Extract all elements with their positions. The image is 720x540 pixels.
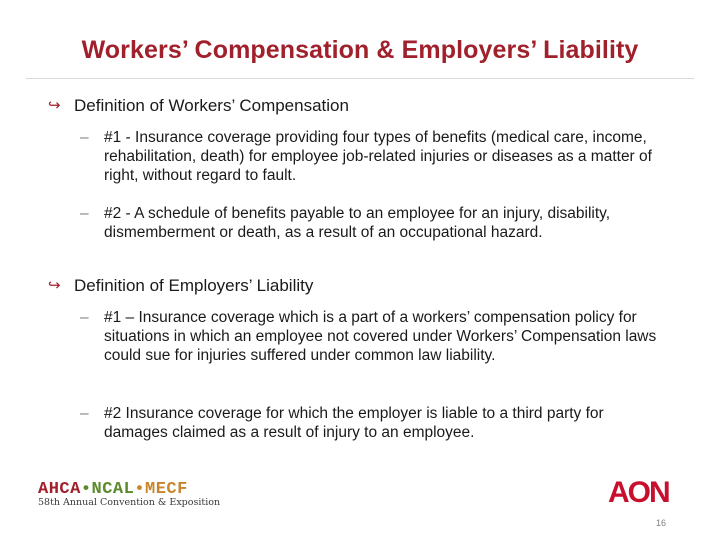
- bullet-arrow-icon: ↪: [48, 97, 61, 114]
- sub-item-text: #2 Insurance coverage for which the employer is liable to a third party for damages claimed as a result of injury to an employee.: [104, 405, 604, 441]
- dash-icon: –: [80, 405, 89, 422]
- sub-item-text: #1 - Insurance coverage providing four types of benefits (medical care, income, rehabilitation, death) for employee job-related injuries or diseases as a matter of right, without regard to fault.: [104, 129, 652, 184]
- aon-logo: [608, 474, 682, 508]
- dash-icon: –: [80, 309, 89, 326]
- logo-ncal: NCAL: [91, 480, 135, 499]
- bullet-arrow-icon: ↪: [48, 277, 61, 294]
- ahca-ncal-mecf-logo: [38, 480, 238, 510]
- slide-title: Workers’ Compensation & Employers’ Liability: [81, 36, 639, 64]
- page-number: 16: [656, 518, 667, 528]
- aon-logo-mark: [608, 474, 682, 508]
- logo-sep: •: [80, 480, 92, 499]
- sub-item-text: #2 - A schedule of benefits payable to an employee for an injury, disability, dismemberment or death, as a result of an occupational hazard.: [104, 205, 611, 241]
- logo-sep: •: [134, 480, 146, 499]
- bullet-heading: Definition of Employers’ Liability: [74, 276, 314, 295]
- bullet-heading: Definition of Workers’ Compensation: [74, 96, 349, 115]
- aon-wordmark: AON: [608, 476, 669, 508]
- title-divider: [26, 78, 694, 79]
- logo-ahca: AHCA: [38, 480, 81, 499]
- logo-mecf: MECF: [145, 480, 188, 499]
- logo-subtitle: 58th Annual Convention & Exposition: [38, 497, 221, 508]
- dash-icon: –: [80, 205, 89, 222]
- dash-icon: –: [80, 129, 89, 146]
- sub-item-text: #1 – Insurance coverage which is a part of a workers’ compensation policy for situations in which an employee not covered under Workers’ Compensation laws could sue for injuries suffered under common law liability.: [104, 309, 657, 364]
